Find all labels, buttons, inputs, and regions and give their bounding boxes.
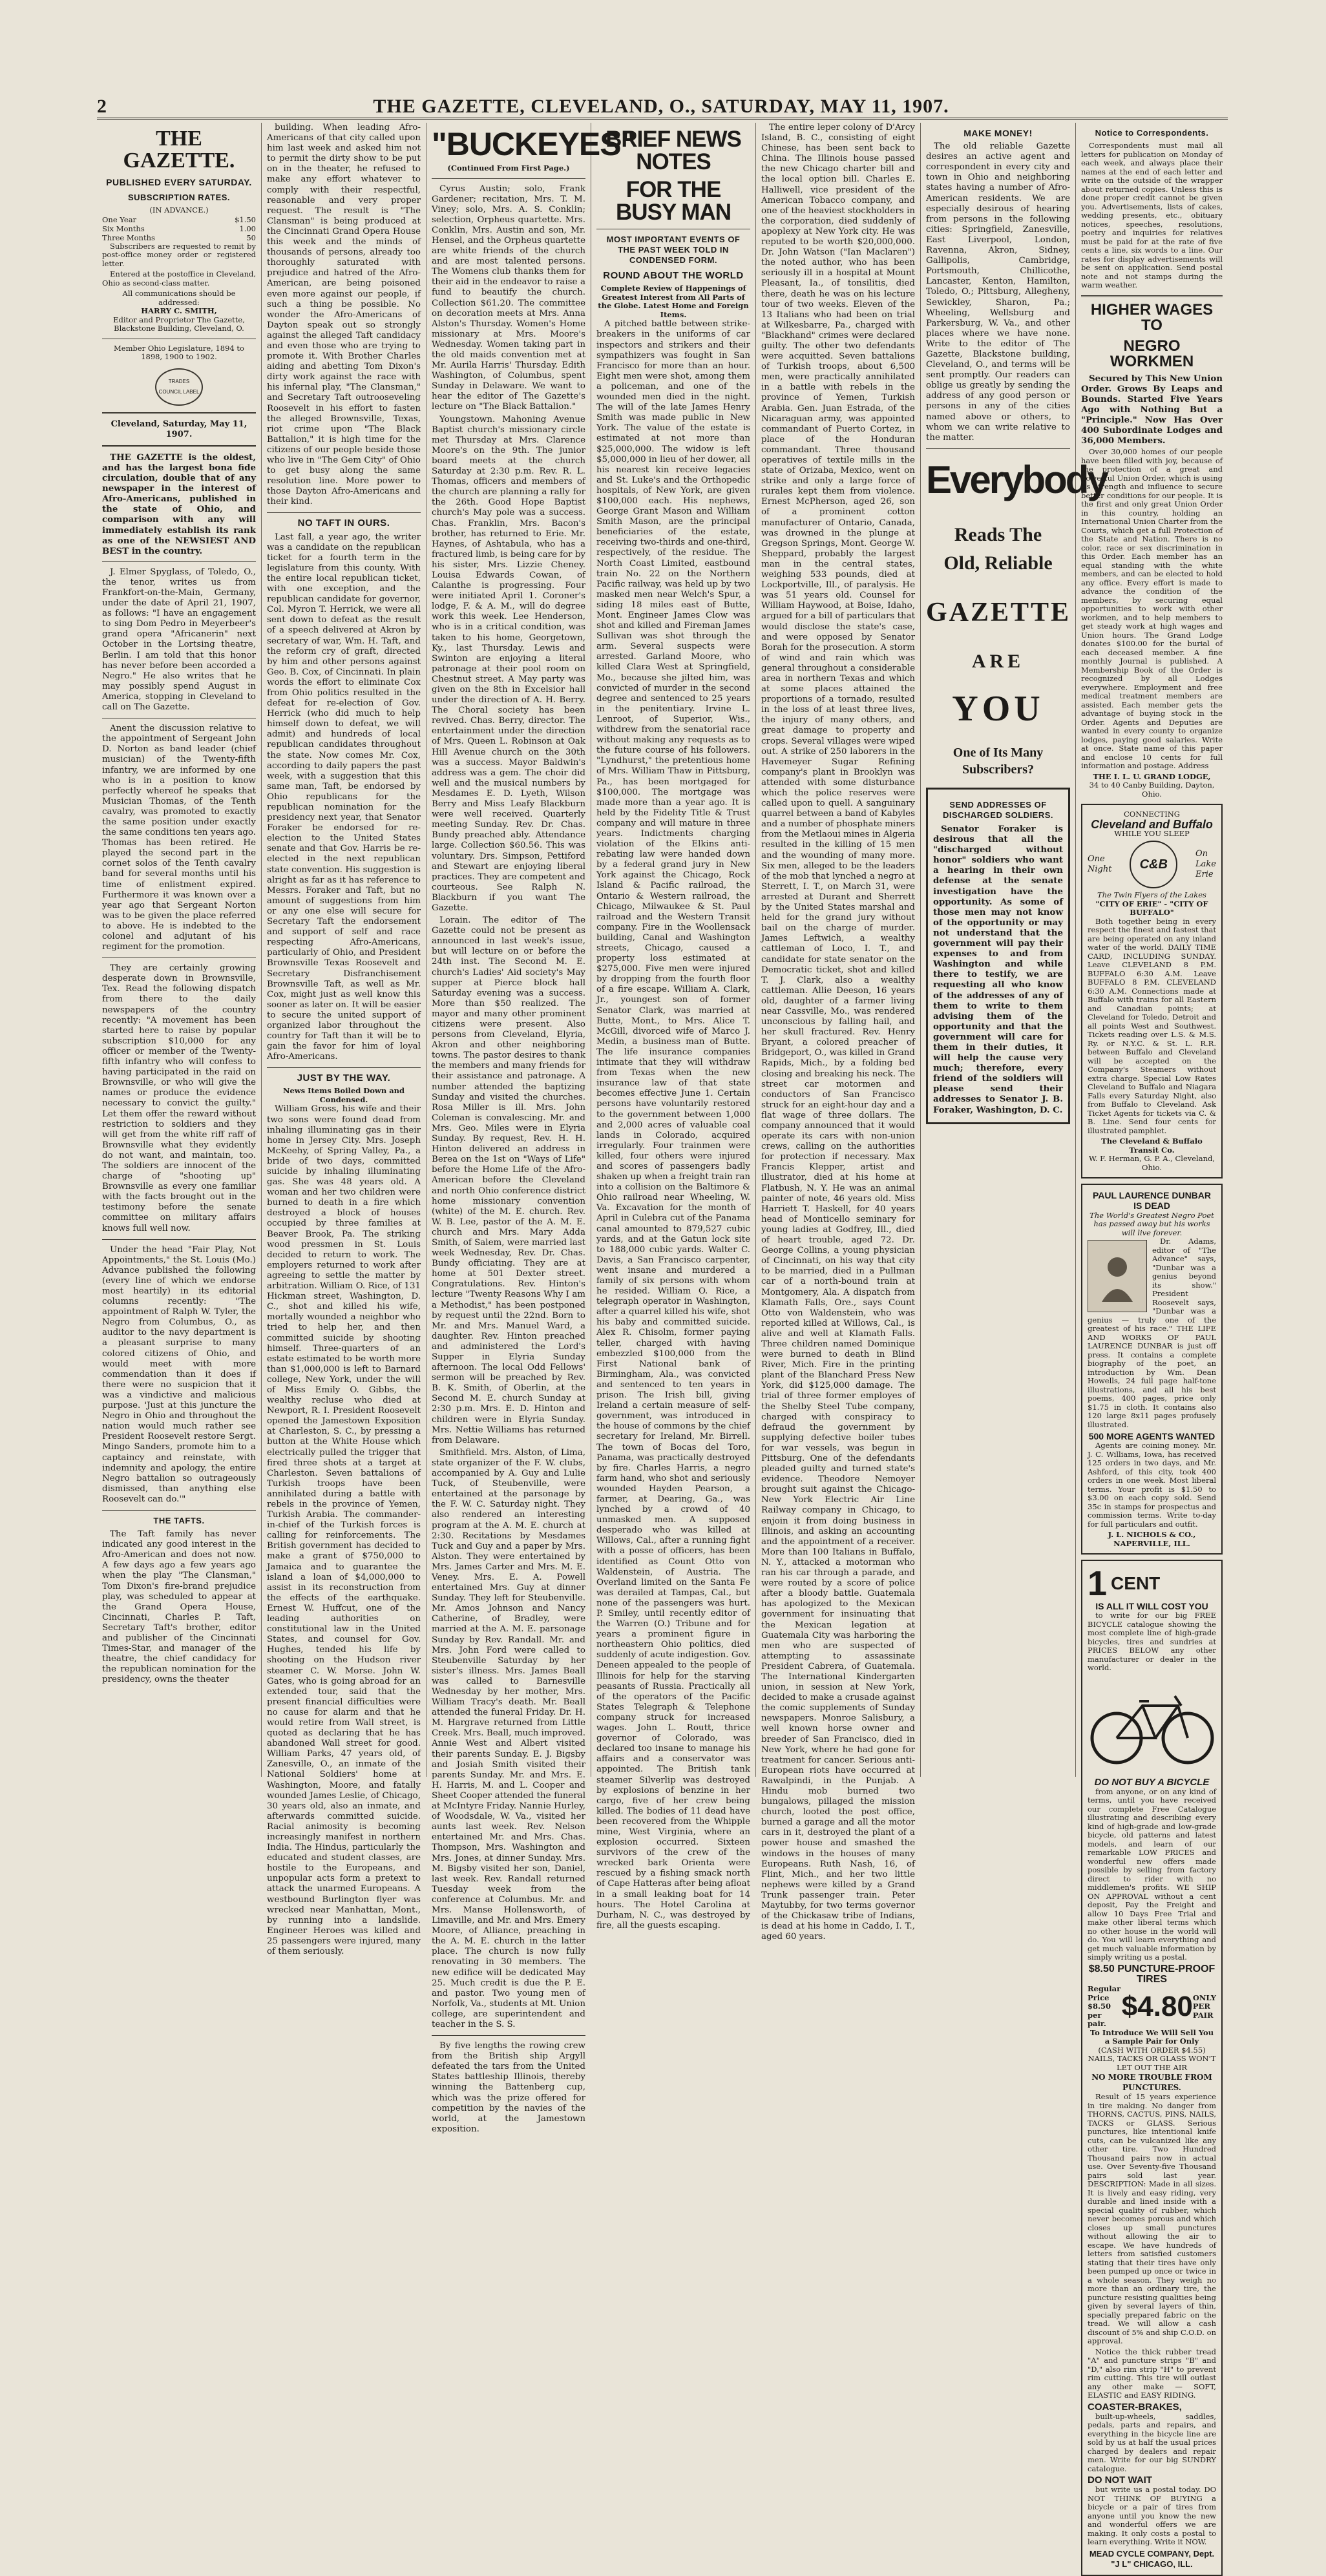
article-youngstown: Youngstown. Mahoning Avenue Baptist church's missionary circle met Thursday at Mrs. Clarence Moore's on the 9th. The junior board meets at the church Saturday at 2:30 p.m. Rev. R. L. Thomas, officers and members of the church are planning a rally for the 26th. Good Hope Baptist church's May pole was a success. Chas. Franklin, Mrs. Bacon's brother, has returned to Erie. Mr. Haynes, of Ashtabula, who has a fractured limb, is being care for by his sister, Mrs. Lizzie Cheney. Louisa Edwards Cowan, of Calanthe is progressing. Four were initiated April 1. Coroner's lodge, F. & A. M., will do degree work this week. Lee Henderson, who is in a critical condition, was taken to his home, Georgetown, Ky., last Thursday. Lewis and Swinton are enjoying a literal patronage at their pool room on Chestnut street. A May party was given on the 8th in Excelsior hall under the direction of A. H. Berry. The Choral society has been revived. Chas. Berry, director. The entertainment under the direction of Mrs. Queen L. Robinson at Oak Hill Avenue church on the 30th was a success. Mayor Baldwin's address was a gem. The choir did well and the musical numbers by Mesdames E. D. Lyeth, Wilson Berry and Miss Leafy Blackburn were well received. Quarterly meeting Sunday. Rev. Dr. Chas. Bundy preached ably. Attendance large. Collection $60.56. This was voluntary. Drs. Simpson, Pettiford and Stewart are enjoying liberal practices. They are competent and courteous. See Ralph N. Blackburn if you want The Gazette. [432,414,585,913]
ad-one-of: One of Its Many [952,745,1044,760]
article-tafts-cont: building. When leading Afro-Americans of that city called upon him last week and asked him not to permit the dirty show to be put on in the theater, he refused to make any effort whatever to comply with their respectful, reasonable and very proper request. The result is "The Clansman" is being produced at the Cincinnati Grand Opera House this week and the minds of thousands of persons, already too thoroughly saturated with prejudice and hatred of the Afro-American, are being poisoned even more against our people, if such a thing be possible. No wonder the Afro-Americans of Dayton speak out so strongly against the alleged Taft candidacy and even those who are trying to promote it. With Brother Charles aiding and abetting Tom Dixon's dirty work against the race with his infernal play, "The Clansman," and Secretary Taft outrooseveling Roosevelt in his effort to fasten the alleged Brownsville, Texas, riot crime upon "The Black Battalion," it is high time for the citizens of our people beside those who live in "The Gem City" of Ohio to get busy along the same resolution line. More power to those Dayton Afro-Americans and their kind. [267,123,421,507]
ad-subscribers: Subscribers? [962,762,1035,777]
bike-text: from anyone, or on any kind of terms, until you have received our complete Free Catalogue illustrating and describing every kind of high-grade and low-grade bicycle, old patterns and latest models, and learn of our remarkable LOW PRICES and wonderful new offers made possible by selling from factory direct to rider with no middlemen's profits. WE SHIP ON APPROVAL without a cent deposit, Pay the Freight and allow 10 Days Free Trial and make other liberal terms which no other house in the world will do. You will learn everything and get much valuable information by simply writing us a postal. [1088,1786,1216,1962]
review-sub: Complete Review of Happenings of Greatest Interest from All Parts of the Globe. Latest Home and Foreign Items. [598,284,749,319]
tire-intro: To Introduce We Will Sell You a Sample Pair for Only [1089,2027,1214,2046]
ad-gazette: GAZETTE [926,597,1071,627]
article-brief-news: A pitched battle between strike-breakers in the uniforms of car inspectors and strikers and their sympathizers was fought in San Francisco for more than an hour. Eight men were shot, among them a policeman, and one of the wounded men died in the night. The will of the late James Henry Smith was made public in New York. The value of the estate is estimated at not more than $25,000,000. The widow is left $5,000,000 in lieu of her dower, all his nearest kin receive legacies and St. Luke's and the Orthopedic hospitals, of New York, are given $100,000 each. His nephews, George Grant Mason and William Smith Mason, are the principal beneficiaries of the estate, receiving two-thirds and one-third, respectively, of the residue. The North Coast Limited, eastbound train No. 22 on the Northern Pacific railway, was held up by two masked men near Welch's Spur, a siding 18 miles east of Butte, Mont. Engineer James Clow was shot and killed and Fireman James Sullivan was shot through the arm. Several suspects were arrested. Garland Moore, who killed Clara West at Springfield, Mo., because she jilted him, was convicted of murder in the second degree and sentenced to 25 years in the penitentiary. Irvine L. Lenroot, of Superior, Wis., withdrew from the senatorial race without making any requests as to the future course of his followers. "Lyndhurst," the pretentious home of Mrs. William Thaw in Pittsburg, Pa., has been mortgaged for $100,000. The mortgage was made more than a year ago. It is held by the Fidelity Title & Trust company and will mature in three years. Indictments charging violation of the Elkins anti-rebating law were handed down by a federal grand jury in New York against the Chicago, Rock Island & Pacific railroad, the Ontario & Western railroad, the Chicago, Milwaukee & St. Paul railroad and the Western Transit company. Fire in the Woollensack building, Canal and Washington streets, Chicago, caused a property loss estimated at $275,000. Five men were injured by dropping from the fourth floor of a fire escape. William A. Clark, Jr., youngest son of former Senator Clark, was married at Butte, Mont., to Mrs. Alice T. McGill, divorced wife of Marco J. Medin, a business man of Butte. The life insurance companies intimate that they will withdraw from Texas when the new insurance law of that state becomes effective June 1. Certain persons have voluntarily restored to the government between 1,000 and 2,000 acres of valuable coal lands in Colorado, acquired irregularly. Four trainmen were killed, four others were injured and scores of passengers badly shaken up when a freight train ran into a collision on the Baltimore & Ohio railroad near Wheeling, W. Va. Excavation for the month of April in Culebra cut of the Panama canal amounted to 879,527 cubic yards, and at the Gatun lock site to 188,000 cubic yards. Walter C. Davis, a San Francisco carpenter, went insane and murdered a family of six persons with whom he resided. William O. Rice, a telegraph operator in Washington, after a quarrel killed his wife, shot his baby and committed suicide. Alex R. Chisolm, former paying teller, charged with having embezzled $100,000 from the First National bank of Birmingham, Ala., was convicted and sentenced to ten years in prison. The Irish bill, giving Ireland a certain measure of self-government, was introduced in the house of commons by the chief secretary for Ireland, Mr. Birrell. The town of Bocas del Toro, Panama, was practically destroyed by fire. Charles Harris, a negro farm hand, who shot and seriously wounded Hayden Pearson, a farmer, at Dearing, Ga., was lynched by a crowd of 40 unmasked men. A supposed desperado who was killed at Willows, Cal., after a running fight with a posse of officers, has been identified as Count Otto von Waldenstein, of Austria. The Overland limited on the Santa Fe was derailed at Tampas, Cal., but none of the passengers was hurt. P. Smiley, until recently editor of the Warren (O.) Tribune and for years a prominent figure in northeastern Ohio politics, died suddenly of acute indigestion. Gov. Deneen appealed to the people of Illinois for help for the starving peasants of Russia. Practically all of the operators of the Pacific States Telegraph & Telephone company struck for increased wages. John L. Routt, thrice governor of Colorado, was declared too insane to manage his affairs and a conservator was appointed. The British tank steamer Silverlip was destroyed by explosions of benzine in her cargo, five of her crew being killed. The bodies of 11 dead have been recovered from the Whipple mine, West Virginia, where an explosion occurred. Sixteen survivors of the crew of the wrecked bark Orienta were rescued by a fishing smack north of Cape Hatteras after being afloat in a small leaking boat for 14 hours. The Hotel Carolina at Durham, N. C., was destroyed by fire, all the guests escaping. [596,319,750,1931]
dunbar-text: Dr. Adams, editor of "The Advance" says, "Dunbar was a genius beyond its show." President Roosevelt says, "Dunbar was a genius — truly one of the greatest of his race." THE LIFE AND WORKS OF PAUL LAURENCE DUNBAR is just off press. It contains a complete biography of the poet, an introduction by Wm. Dean Howells, 24 full page half-tone illustrations, and all his best poems, 400 pages, price only $1.75 in cloth. It contains also 120 large 8x11 pages profusely illustrated. [1088,1237,1216,1429]
editor-title: Editor and Proprietor The Gazette, [113,315,245,324]
article-just-by-way: William Gross, his wife and their two sons were found dead from inhaling illuminating gas in their home in Jersey City. Mrs. Joseph McKeehy, of Spring Valley, Pa., a bride of two days, committed suicide by inhaling illuminating gas. She was 48 years old. A woman and her two children were burned to death in a fire which destroyed a block of houses occupied by three families at Beaver Brook, Pa. The striking wood pressmen in St. Louis decided to return to work. The employers returned to work after agreeing to settle the matter by arbitration. William O. Rice, of 131 Hickman street, Washington, D. C., shot and killed his wife, mortally wounded a neighbor who tried to help her, and then committed suicide by shooting himself. Three-quarters of an estate estimated to be worth more than $1,000,000 is left to Barnard college, New York, under the will of Miss Emily O. Gibbs, the wealthy recluse who died at Newport, R. I. President Roosevelt opened the Jamestown Exposition at Charleston, S. C., by pressing a button at the White House which electrically pulled the trigger that fired three shots at a target at Charleston. Seven battalions of Turkish troops have been annihilated during a battle with rebels in the province of Yemen, Turkish Arabia. The commander-in-chief of the Turkish forces is calling for reinforcements. The British government has decided to make a grant of $750,000 to Jamaica and to guarantee the island a loan of $4,000,000 to assist in its reconstruction from the effects of the earthquake. Ernest W. Huffcut, one of the leading authorities on constitutional law in the United States, and counsel for Gov. Hughes, tended his life by shooting on the Hudson river steamer C. W. Morse. John W. Gates, who is going abroad for an extended tour, said that the present financial difficulties were no cause for alarm and that he would retire from Wall street, is quoted as declaring that he has abandoned Wall street for good. William Parks, 47 years old, of Zanesville, O., an inmate of the National Soldiers' home at Washington, Moore, and fatally wounded James Leslie, of Chicago, 30 years old, also an inmate, and afterwards committed suicide. Racial animosity is becoming increasingly manifest in northern India. The Hindus, particularly the educated and student classes, are hostile to the Europeans, and unpopular acts form a pretext to attack the unarmed Europeans. A westbound Burlington flyer was wrecked near Manhattan, Mont., by running into a landslide. Engineer Heroes was killed and 25 passengers were injured, many of them seriously. [267,1104,421,1957]
brief-news-headline-1: BRIEF NEWS NOTES [605,127,741,174]
cb-logo-icon: C&B [1130,841,1177,888]
brief-news-headline-2: FOR THE BUSY MAN [615,177,731,225]
rates-sub: (IN ADVANCE.) [149,205,209,215]
lodge-address-2: 34 to 40 Canby Building, Dayton, Ohio. [1089,780,1215,799]
article-tafts: The Taft family has never indicated any good interest in the Afro-American and does not now. A few days ago a few years ago when the play "The Clansman," Tom Dixon's fire-brand prejudice play, was scheduled to appear at the Grand Opera House, Cincinnati, Charles P. Taft, Secretary Taft's brother, editor and publisher of the Cincinnati Times-Star, and manager of the theatre, the chief candidacy for the republican nomination for the presidency, owns the theater [102,1529,256,1685]
tire-head: $8.50 PUNCTURE-PROOF TIRES [1088,1963,1216,1985]
dunbar-agent-text: Agents are coining money. Mr. J. C. Williams, Iowa, has received 125 orders in two days, and Mr. Ashford, of this city, took 400 orders in one week. Most liberal terms. Your profit is $1.50 to $3.00 on each copy sold. Send 35c in stamps for prospectus and commission terms. Write to-day for full particulars and outfit. [1088,1441,1216,1529]
bike-header: 1 CENT [1088,1564,1161,1604]
brief-news-sub: MOST IMPORTANT EVENTS OF THE PAST WEEK TOLD IN CONDENSED FORM. [606,235,741,266]
cb-text: Both together being in every respect the finest and fastest that are being operated on any inland water of the world. DAILY TIME CARD, INCLUDING SUNDAY. Leave CLEVELAND 8 P.M. BUFFALO 6:30 A.M. Leave BUFFALO 8 P.M. CLEVELAND 6:30 A.M. Connections made at Buffalo with trains for all Eastern and Canadian points; at Cleveland for Toledo, Detroit and all points West and Southwest. Tickets reading over L.S. & M.S. Ry. or N.Y.C. & St. L. R.R. between Buffalo and Cleveland will be accepted on the Company's Steamers without extra charge. Special Low Rates Cleveland to Buffalo and Niagara Falls every Saturday Night, also from Buffalo to Cleveland. Ask Ticket Agents for tickets via C. & B. Line. Send four cents for illustrated pamphlet. [1088,916,1216,1135]
cb-flyers: The Twin Flyers of the Lakes [1097,890,1206,900]
higher-wages-head-2: NEGRO WORKMEN [1110,337,1194,370]
higher-wages-head-1: HIGHER WAGES TO [1090,300,1214,334]
cb-while: WHILE YOU SLEEP [1114,828,1190,838]
rates-table [102,215,256,242]
cleveland-buffalo-ad [1081,804,1223,1178]
rates-head: SUBSCRIPTION RATES. [127,193,231,203]
bike-head: IS ALL IT WILL COST YOU [1095,1601,1208,1612]
dunbar-title: PAUL LAURENCE DUNBAR IS DEAD [1092,1190,1212,1211]
dunbar-ad [1081,1184,1223,1555]
masthead [97,89,1228,120]
union-label-icon: TRADES COUNCIL LABEL [155,368,203,406]
article-norton: Anent the discussion relative to the appointment of Sergeant John D. Norton as band leader (chief musician) of the Twenty-fifth infantry, we are informed by one who is in a position to know perfectly whereof he speaks that Musician Thomas, of the Tenth cavalry, was promoted to exactly the same position under exactly the same conditions ten years ago. Thomas has been retired. He played the second part in the cornet solos of the Tenth cavalry band for several months until his time of enlistment expired. Furthermore it was known over a year ago that Sergeant Norton was to be given the place referred to above. He is indebted to the colonel and adjutant of his regiment for the promotion. [102,724,256,952]
just-by-way-sub: News Items Boiled Down and Condensed. [282,1086,405,1104]
cb-ships: "CITY OF ERIE" - "CITY OF BUFFALO" [1095,899,1208,917]
tire-price-row: Regular Price $8.50 per pair. $4.80 ONLY PER PAIR [1088,1984,1216,2028]
mead-company: MEAD CYCLE COMPANY, Dept. "J L" CHICAGO, ILL. [1089,2548,1215,2569]
columns [97,123,1228,2569]
editor-address: Blackstone Building, Cleveland, O. [114,324,244,333]
postoffice-note: Entered at the postoffice in Cleveland, Ohio as second-class matter. [102,269,256,288]
cb-agent: W. F. Herman, G. P. A., Cleveland, Ohio. [1088,1154,1216,1172]
article-spyglass: J. Elmer Spyglass, of Toledo, O., the tenor, writes us from Frankfort-on-the-Main, Germany, under the date of April 21, 1907, as follows: "I have an engagement to sing Dom Pedro in Meyerbeer's grand opera "Africanerin" next October in the Lortsing theatre, Berlin. I am told that this honor has never before been accorded a Negro." He also writes that he may possibly spend August in America, stopping in Cleveland to call on The Gazette. [102,567,256,713]
continued-note: (Continued From First Page.) [447,163,570,173]
bicycle-icon [1088,1677,1216,1774]
dont-wait-text: but write us a postal today. DO NOT THINK OF BUYING a bicycle or a pair of tires from anyone until you know the new and wonderful offers we are making. It only costs a postal to learn everything. Write it NOW. [1088,2485,1216,2547]
ad-everybody: Everybody [926,457,1107,501]
subscriber-note: Subscribers are requested to remit by post-office money order or registered letter. [102,241,256,268]
paper-name: THE GAZETTE. [123,127,235,173]
higher-wages-text: Over 30,000 homes of our people have been filled with joy, because of the protection of a great and powerful Union Order, which is using its strength and influence to secure better conditions for our people. It is the first and only great Union Order in this country, holding an International Union Charter from the Courts, which get a full Protection of the State and Nation. There is no color, race or sex discrimination in this Order. Each member has an equal standing with the white members, and can be elected to hold any office. Every effort is made to advance the condition of the members, by securing equal opportunities to work with other workmen, and to help members to get steady work at high wages and Union hours. The Grand Lodge donates $100.00 for the burial of each deceased member. A fine monthly Journal is published. A Membership Book of the Order is recognized by all Lodges everywhere. Employment and free medical treatment members are assisted. Each member gets the advantage of buying stock in the Order. Agents and Deputies are wanted in every county to organize lodges, paying good salaries. Write at once. State name of this paper and enclose 10 cents for full information and postage. Address [1081,447,1223,771]
column-5 [756,123,921,1942]
tire-text: Result of 15 years experience in tire making. No danger from THORNS, CACTUS, PINS, NAILS, TACKS or GLASS. Serious punctures, like intentional knife cuts, can be vulcanized like any other tire. Two Hundred Thousand pairs now in actual use. Over Seventy-five Thousand pairs sold last year. DESCRIPTION: Made in all sizes. It is lively and easy riding, very durable and lined inside with a special quality of rubber, which never becomes porous and which closes up small punctures without allowing the air to escape. We have hundreds of letters from satisfied customers stating that their tires have only been pumped up once or twice in a whole season. They weigh no more than an ordinary tire, the puncture resisting qualities being given by several layers of thin, specially prepared fabric on the tread. We will allow a cash discount of 5% and ship C.O.D. on approval. [1088,2092,1216,2346]
article-smithfield: Smithfield. Mrs. Alston, of Lima, state organizer of the F. W. clubs, accompanied by A. Guy and Lulie Tuck, of Steubenville, were entertained at the parsonage by the F. W. C. Saturday night. They also rendered an interesting program at the A. M. E. church at 2:30. Recitations by Mesdames Tuck and Guy and a paper by Mrs. Alston. They were entertained by Mrs. James Carter and Mrs. M. E. Veney. Mrs. E. A. Powell entertained Mrs. Guy at dinner Sunday. They left for Steubenville. Mr. Amos Johnson and Nancy Catherine, of Bradley, were married at the A. M. E. parsonage Sunday by Rev. Randall. Mr. and Mrs. John Ford were called to Steubenville Saturday by her sister's illness. Mrs. James Beall was called to Barnesville Wednesday by her mother, Mrs. William Tracy's death. Mr. Beall attended the funeral Friday. Dr. H. M. Hargrave returned from Little Creek. Mrs. Beall, much improved. Annie West and Albert visited their parents Sunday. E. J. Bigsby and Josiah Smith visited their parents Sunday. Mr. and Mrs. E. H. Harris, M. and L. Cooper and Sheet Cooper attended the funeral at McIntyre Friday. Nannie Hurley, of Woodsdale, W. Va., visited her aunts last week. Rev. Nelson entertained Mr. and Mrs. Chas. Thompson, Mrs. Washington and Mrs. Jones, at dinner Sunday. Mrs. M. Bigsby visited her son, Daniel, last week. Rev. Randall returned Tuesday week from the conference at Columbus. Mr. and Mrs. Manse Hollensworth, of Limaville, and Mr. and Mrs. Emery Moore, of Alliance, preaching in the A. M. E. church in the latter place. The church is now fully renovating in 30 members. The new edifice will be dedicated May 25. Much credit is due the P. E. and pastor. Two young men of Norfolk, Va., students at Mt. Union college, are superintendent and teacher in the S. S. [432,1447,585,2029]
no-taft-head: NO TAFT IN OURS. [297,518,390,529]
lodge-address-1: THE I. L. U. GRAND LODGE, [1093,771,1211,781]
legislature-note: Member Ohio Legislature, 1894 to 1898, 1900 to 1902. [114,343,244,362]
article-no-taft: Last fall, a year ago, the writer was a candidate on the republican ticket for a fourth term in the legislature from this county. With the entire local republican ticket, with one exception, and the republican candidate for governor, Col. Myron T. Herrick, we were all sent down to defeat as the result of a speech delivered at Akron by secretary of war, Wm. H. Taft, and the reform cry of graft, directed by him and other persons against Geo. B. Cox, of Cincinnati. In plain words the effort to eliminate Cox from Ohio politics resulted in the defeat for re-election of Gov. Herrick (who did much to help himself down to defeat, we will admit) and hundreds of local republican candidates throughout the state. Now comes Mr. Cox, according to daily papers the past week, with a suggestion that this same man, Taft, be endorsed by Ohio republicans for the republican nomination for the presidency next year, that Senator Foraker be endorsed for re-election to the United States senate and that Gov. Harris be re-elected in the next republican state convention. His suggestion is alright as far as it has reference to Messrs. Foraker and Taft, but no amount of suggestions from him or any one else will secure for Secretary Taft the endorsement and support of self and race respecting Afro-Americans, particularly of Ohio, and President Brownsville Texas Roosevelt and Secretary Disfranchisement Brownsville Taft, as well as Mr. Cox, might just as well know this sooner as later on. It will be easier to secure the united support of organized labor throughout the country for Taft than it will be to gain the favor for him of loyal Afro-Americans. [267,532,421,1062]
round-world-head: ROUND ABOUT THE WORLD [603,270,744,282]
dateline: Cleveland, Saturday, May 11, 1907. [111,419,247,439]
cb-company: The Cleveland & Buffalo Transit Co. [1101,1136,1203,1155]
notice-head: Notice to Correspondents. [1095,128,1209,138]
cb-connecting: CONNECTING [1123,810,1180,819]
tire-cash: (CASH WITH ORDER $4.55) [1098,2045,1206,2055]
article-fair-play: Under the head "Fair Play, Not Appointments," the St. Louis (Mo.) Advance published the following (every line of which we endorse most heartily) in its editorial columns recently: "The appointment of Ralph W. Tyler, the Negro from Columbus, O., as auditor to the navy department is a pleasant surprise to many colored citizens of Ohio, and would meet with more commendation than it does if there were no suspicion that it was a vindictive and malicious purpose. 'Just at this juncture the Negro in Ohio and throughout the nation would much rather see President Roosevelt restore Sergt. Mingo Sanders, promote him to a captaincy and reinstate, with indemnity and apology, the entire Negro battalion so outrageously dismissed, than anything else Roosevelt can do.'" [102,1244,256,1504]
buckeyes-headline: "BUCKEYES" [432,126,636,162]
tire-no-more: NO MORE TROUBLE FROM PUNCTURES. [1091,2073,1212,2093]
ad-you: YOU [952,688,1044,729]
column-1 [97,123,262,1777]
masthead-title: THE GAZETTE, CLEVELAND, O., SATURDAY, MAY 11, 1907. [373,96,949,117]
column-7 [1076,123,1228,2569]
editor-name: HARRY C. SMITH, [141,306,217,316]
column-4 [591,123,756,1931]
ad-are: ARE [971,650,1025,672]
published-line: PUBLISHED EVERY SATURDAY. [106,177,252,187]
dont-wait-head: DO NOT WAIT [1088,2475,1152,2486]
column-6 [921,123,1107,1777]
cb-title: Cleveland and Buffalo [1091,817,1213,831]
article-delaware: Cyrus Austin; solo, Frank Gardener; recitation, Mrs. T. M. Viney; solo, Mrs. A. S. Conklin; selection, Orpheus quartette. Mrs. Conklin, Mrs. Austin and son, Mr. Hensel, and the Orpheus quartette are white friends of the church and are most talented persons. The Womens club thanks them for their aid in the endeavor to raise a fund to beautify the church. Collection $61.20. The committee on decoration meets at Mrs. Anna Alston's Thursday. Women's Home missionary at Mrs. Moore's Wednesday. Women taking part in the old maids convention met at Mr. Aurila Harris' Thursday. Edith Washington, of Columbus, spent Sunday in Delaware. We want to hear the editor of The Gazette's lecture on "The Black Battalion." [432,183,585,412]
everybody-ad [926,454,1107,782]
column-2 [262,123,426,1957]
tire-price: $4.80 [1121,1990,1193,2022]
notice-text: Correspondents must mail all letters for publication on Monday of each week, and always place their names at the end of each letter and write on the outside of the wrapper about returned copies. Unless this is done proper credit cannot be given you. Advertisements, lists of cakes, wedding presents, etc., obituary notices, speeches, resolutions, poetry and inquiries for relatives must be paid for at the rate of five cents a line, six words to a line. Our rates for display advertisements will be sent on application. Send postal note and not stamps during the warm weather. [1081,141,1223,290]
circulation-claim: THE GAZETTE is the oldest, and has the largest bona fide circulation, double that of any newspaper in the interest of Afro-Americans, published in the state of Ohio, and comparison with any will immediately establish its rank as one of the NEWSIEST AND BEST in the country. [102,452,256,556]
address-head: All communications should be addressed: [122,289,236,307]
tire-notice: Notice the thick rubber tread "A" and puncture strips "B" and "D," also rim strip "H" to prevent rim cutting. This tire will outlast any other make — SOFT, ELASTIC and EASY RIDING. [1088,2347,1216,2400]
just-by-way-head: JUST BY THE WAY. [297,1073,391,1084]
article-brownsville: They are certainly growing desperate down in Brownsville, Tex. Read the following dispatch from there to the daily newspapers of the country recently: "A movement has been started here to raise by popular subscription $10,000 for any officer or member of the Twenty-fifth infantry who will confess to having participated in the raid on Brownsville, or who will give the names or produce the evidence necessary to convict the guilty." Let them offer the reward without restriction to soldiers and they will get from the white riff raff of Brownsville what they evidently do not want, and maintain, too. The soldiers are innocent of the charge of "shooting up" Brownsville as every one familiar with the facts brought out in the testimony before the senate committee on military affairs knows full well now. [102,963,256,1233]
soldiers-head: SEND ADDRESSES OF DISCHARGED SOLDIERS. [942,799,1054,820]
article-rowing: By five lengths the rowing crew from the British ship Argyll defeated the tars from the United States battleship Illinois, thereby winning the Battenberg cup, which was the prize offered for competition by the navies of the world, at the Jamestown exposition. [432,2041,585,2134]
dunbar-agents: 500 MORE AGENTS WANTED [1088,1431,1216,1442]
ad-old: Old, Reliable [943,552,1053,574]
cb-banner: One Night C&B On Lake Erie [1088,838,1216,891]
coaster-text: built-up-wheels, saddles, pedals, parts and repairs, and everything in the bicycle line are sold by us at half the usual prices charged by dealers and repair men. Write for our big SUNDRY catalogue. [1088,2411,1216,2473]
make-money-text: The old reliable Gazette desires an active agent and correspondent in every city and town in Ohio and neighboring states having a number of Afro-American residents. We are especially desirous of hearing from persons in the following cities: Springfield, Zanesville, East Liverpool, London, Ravenna, Akron, Sidney, Gallipolis, Cambridge, Portsmouth, Chillicothe, Lancaster, Kenton, Hamilton, Toledo, O.; Pittsburg, Allegheny, Sewickley, Sharon, Pa.; Wheeling, Wellsburg and Parkersburg, W. Va., and other places where we have none. Write to the editor of The Gazette, Blackstone building, Cleveland, O., and terms will be sent promptly. Our readers can oblige us greatly by sending the address of any good person or persons in any of the cities named above or others, to whom we can write relative to the matter. [926,141,1070,443]
rate-row: Three Months 50 [102,233,256,242]
rate-row: Six Months 1.00 [102,224,256,233]
dunbar-company: J. L. NICHOLS & CO., NAPERVILLE, ILL. [1108,1530,1196,1548]
soldiers-text: Senator Foraker is desirous that all the "discharged without honor" soldiers who want a hearing in their own defense at the senate investigation have the opportunity. As some of those men may not know of the opportunity or may not understand that the government will pay their expenses to and from Washington and while there to testify, we are requesting all who know of the addresses of any of them to write to them advising them of the opportunity and that the government will care for them in their duties, it will help the cause very much; therefore, every friend of the soldiers will please send their addresses to Senator J. B. Foraker, Washington, D. C. [933,824,1063,1115]
tafts-head: THE TAFTS. [153,1515,205,1525]
portrait-icon [1088,1240,1147,1312]
article-lorain: Lorain. The editor of The Gazette could not be present as announced in last week's issue, but will lecture on or before the 24th inst. The Second M. E. church's Ladies' Aid society's May supper at Pierce block hall Saturday evening was a success. More than $50 realized. The mayor and many other prominent citizens were present. Also persons from Cleveland, Elyria, Akron and other neighboring towns. The pastor desires to thank the members and many friends for their assistance and patronage. A number attended the baptizing Sunday and visited the churches. Rosa Miller is ill. Mrs. John Coleman is convalescing. Mr. and Mrs. Geo. Miles were in Elyria Sunday. By request, Rev. H. H. Hinton delivered an address in Berea on the 1st on "Ways of Life" before the Home Life of the Afro-American before the Cleveland and north Ohio conference district home missionary convention (white) of the M. E. church. Rev. W. B. Lee, pastor of the A. M. E. church and Mrs. Mary Adda Smith, of Salem, were married last week Wednesday, Rev. Dr. Chas. Bundy officiating. They are at home at 501 Dexter street. Congratulations. Rev. Hinton's lecture "Twenty Reasons Why I am a Methodist," has been postponed by request until the 22nd. Born to Mr. and Mrs. Manuel Ward, a daughter. Rev. Hinton preached and administered the Lord's Supper in Elyria Sunday afternoon. The local Odd Fellows' sermon will be preached by Rev. B. K. Smith, of Oberlin, at the Second M. E. church Sunday at 2:30 p.m. Mrs. E. D. Hinton and children were in Elyria Sunday. Mrs. Nettie Williams has returned from Delaware. [432,916,585,1445]
article-brief-news-cont: The entire leper colony of D'Arcy Island, B. C., consisting of eight Chinese, has been sent back to China. The Illinois house passed the new Chicago charter bill and the local option bill. Charles E. Halliwell, vice president of the American Tobacco company, and one of the heaviest stockholders in the corporation, died suddenly of apoplexy at New York city. He was reputed to be worth $20,000,000. Dr. John Watson ("Ian Maclaren") the noted author, who has been seriously ill in a hospital at Mount Pleasant, Ia., of tonsilitis, died there, death he was on his lecture tour of two weeks. Eleven of the 13 Italians who had been on trial at Wilkesbarre, Pa., charged with "Blackhand" crimes were declared guilty. The other two defendants were acquitted. Seven battalions of Turkish troops, about 6,500 men, were practically annihilated in a battle with rebels in the province of Yemen, Turkish Arabia. Gen. Juan Estrada, of the Nicaraguan army, was appointed commandant of Puerto Cortez, in place of the Honduran commandant. Three thousand operatives of textile mills in the state of Orizaba, Mexico, went on strike and only a large force of rurales kept them from violence. Ernest McPherson, aged 26, son of a prominent cotton manufacturer of Ontario, Canada, was drowned in the plunge at Gregson Springs, Mont. George W. Sheppard, probably the largest man in the central states, weighing 533 pounds, died at Lockportville, Ill., of paralysis. He was 51 years old. Counsel for William Haywood, at Boise, Idaho, argued for a bill of particulars that would disclose the state's case, and were opposed by Senator Borah for the prosecution. A storm of wind and rain which was general throughout a considerable area in northern Texas and which at some places attained the proportions of a tornado, resulted in the loss of at least three lives, the injury of many others, and great damage to property and crops. Several villages were wiped out. A strike of 250 laborers in the Havemeyer Sugar Refining company's plant in Brooklyn was attended with some disturbance which the police reserves were called upon to quell. A sanguinary quarrel between a band of Kabyles and a number of phosphate miners from the Metlaoui mines in Algeria resulted in the killing of 15 men and the wounding of many more. Six men, alleged to be the leaders of the mob that lynched a negro at Sterrett, I. T., on March 31, were arrested at Durant and Sherrett by the United States marshal and held for the grand jury without bail on the charge of murder. James Leftwich, a wealthy cattleman of Loco, I. T., and candidate for state senator on the Democratic ticket, shot and killed T. J. Clark, also a wealthy cattleman. Allie Deeson, 16 years old, daughter of a farmer living near Cassville, Mo., was rendered unconscious by falling hail, and her skull fractured. Rev. Henry Bryant, a colored preacher of Bridgeport, O., was killed in Grand Rapids, Mich., by a folding bed closing and breaking his neck. The street car motormen and conductors of San Francisco struck for an eight-hour day and a flat wage of three dollars. The company announced that it would operate its cars with non-union crews, calling on the authorities for protection if necessary. Max Francis Klepper, artist and illustrator, died at his home at Flatbush, N. Y. He was an animal painter of note, 46 years old. Miss Harriett T. Haskell, for 40 years head of Monticello seminary for young ladies at Godfrey, Ill., died of heart trouble, aged 72. Dr. George Collins, a young physician of Cincinnati, on his way that city to be married, died in a Pullman car of a north-bound train at Montgomery, Ala. A dispatch from Klamath Falls, Ore., says Count Otto von Waldenstein, who was reported killed at Willows, Cal., is alive and well at Klamath Falls. Three children named Dominique were burned to death in Blind River, Mich. Fire in the printing plant of the Blanchard Press New York, did $125,000 damage. The trial of three former employes of the Shelby Steel Tube company, charged with conspiracy to defraud the government by supplying defective boiler tubes for war vessels, was begun in Pittsburg. One of the defendants pleaded guilty and turned state's evidence. Theodore Nemoyer brought suit against the Chicago-New York Electric Air Line Railway company in Chicago, to enjoin it from doing business in Illinois, and asking an accounting and the appointment of a receiver. More than 100 Italians in Buffalo, N. Y., attacked a motorman who ran his car through a parade, and were routed by a score of police after a bloody battle. Guatemala has apologized to the Mexican government for insinuating that the Mexican legation at Guatemala City was harboring the men who are suspected of attempting to assassinate President Cabrera, of Guatemala. The International Kindergarten union, in session at New York, decided to make a crusade against the comic supplements of Sunday newspapers. Monroe Salisbury, a well known horse owner and breeder of San Francisco, died in New York, where he had gone for treatment for cancer. Serious anti-European riots have occurred at Rawalpindi, in the Punjab. A Hindu mob burned two bungalows, pillaged the mission church, looted the post office, burned a garage and all the motor cars in it, destroyed the plant of a power house and smashed the windows in the houses of many Europeans. Ruth Nash, 16, of Flint, Mich., and her two little nephews were killed by a Grand Trunk passenger train. Peter Maytubby, for two terms governor of the Chickasaw tribe of Indians, is dead at his home in Caddo, I. T., aged 60 years. [761,123,916,1942]
dunbar-sub: The World's Greatest Negro Poet has passed away but his works will live forever. [1089,1210,1214,1237]
make-money-head: MAKE MONEY! [963,128,1033,138]
ad-reads: Reads The [954,523,1042,545]
rate-row: One Year $1.50 [102,215,256,224]
discharged-soldiers-box [926,788,1070,1124]
column-3 [426,123,636,2134]
bike-dont-buy: DO NOT BUY A BICYCLE [1094,1776,1210,1788]
coaster-head: COASTER-BRAKES, [1088,2401,1182,2413]
higher-wages-sub: Secured by This New Union Order. Grows By Leaps and Bounds. Started Five Years Ago with Nothing But a "Principle." Now Has Over 400 Subordinate Lodges and 36,000 Members. [1081,373,1223,446]
tire-nails: NAILS, TACKS OR GLASS WON'T LET OUT THE AIR [1088,2054,1216,2072]
bicycle-ad [1081,1560,1223,2576]
bike-sub: to write for our big FREE BICYCLE catalogue showing the most complete line of high-grade bicycles, tires and sundries at PRICES BELOW any other manufacturer or dealer in the world. [1088,1611,1216,1673]
page-number: 2 [97,96,107,117]
